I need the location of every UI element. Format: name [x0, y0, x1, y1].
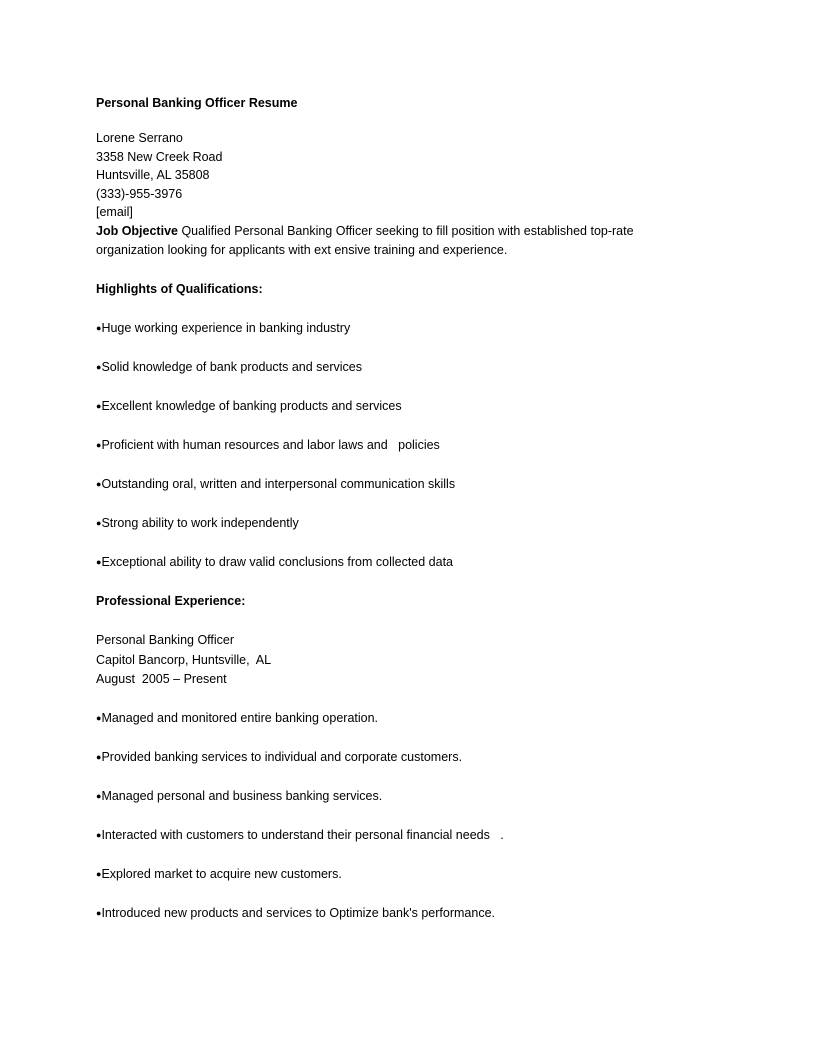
bullet-icon: ● — [96, 908, 102, 918]
bullet-icon: ● — [96, 830, 102, 840]
list-item — [96, 358, 696, 378]
resume-page — [96, 95, 696, 924]
list-item-text: Introduced new products and services to Optimize bank's performance. — [101, 906, 495, 920]
list-item-text: Outstanding oral, written and interpersonal communication skills — [101, 477, 456, 491]
contact-email: [email] — [96, 205, 133, 219]
bullet-icon: ● — [96, 752, 102, 762]
highlights-heading: Highlights of Qualifications: — [96, 282, 263, 296]
bullet-icon: ● — [96, 869, 102, 879]
list-item-text: Proficient with human resources and labor laws and policies — [101, 438, 440, 452]
contact-phone: (333)-955-3976 — [96, 186, 183, 201]
bullet-icon: ● — [96, 440, 102, 450]
job-position: Personal Banking Officer — [96, 633, 235, 647]
list-item — [96, 709, 696, 729]
list-item — [96, 397, 696, 417]
list-item — [96, 436, 696, 456]
job-objective-text: Qualified Personal Banking Officer seeking to fill position with established top-rate organization looking for applicants with ext ensive training and experience. — [96, 223, 634, 257]
list-item-text: Provided banking services to individual and corporate customers. — [101, 750, 463, 764]
list-item-text: Strong ability to work independently — [101, 516, 299, 530]
list-item-text: Managed and monitored entire banking operation. — [101, 711, 379, 725]
list-item — [96, 865, 696, 885]
bullet-icon: ● — [96, 401, 102, 411]
experience-heading: Professional Experience: — [96, 594, 246, 608]
bullet-icon: ● — [96, 557, 102, 567]
list-item — [96, 553, 696, 573]
list-item — [96, 826, 696, 846]
job-company: Capitol Bancorp, Huntsville, AL — [96, 652, 272, 667]
bullet-icon: ● — [96, 791, 102, 801]
contact-name: Lorene Serrano — [96, 131, 183, 145]
list-item — [96, 748, 696, 768]
document-title: Personal Banking Officer Resume — [96, 96, 298, 110]
bullet-icon: ● — [96, 479, 102, 489]
bullet-icon: ● — [96, 518, 102, 528]
contact-block — [96, 129, 696, 222]
job-block — [96, 631, 696, 690]
job-objective-label: Job Objective — [96, 223, 178, 238]
job-dates: August 2005 – Present — [96, 672, 227, 686]
list-item — [96, 904, 696, 924]
list-item-text: Excellent knowledge of banking products and services — [101, 399, 402, 413]
list-item — [96, 787, 696, 807]
contact-city-state-zip: Huntsville, AL 35808 — [96, 168, 210, 182]
list-item-text: Exceptional ability to draw valid conclusions from collected data — [101, 555, 454, 569]
list-item-text: Solid knowledge of bank products and services — [101, 360, 363, 374]
list-item — [96, 475, 696, 495]
list-item — [96, 514, 696, 534]
list-item-text: Huge working experience in banking industry — [101, 321, 351, 335]
bullet-icon: ● — [96, 323, 102, 333]
list-item — [96, 319, 696, 339]
list-item-text: Managed personal and business banking services. — [101, 789, 383, 803]
highlights-list — [96, 319, 696, 573]
list-item-text: Interacted with customers to understand their personal financial needs . — [101, 828, 504, 842]
bullet-icon: ● — [96, 713, 102, 723]
list-item-text: Explored market to acquire new customers. — [101, 867, 342, 881]
contact-street: 3358 New Creek Road — [96, 149, 223, 164]
experience-list — [96, 709, 696, 924]
job-objective — [96, 222, 696, 261]
bullet-icon: ● — [96, 362, 102, 372]
